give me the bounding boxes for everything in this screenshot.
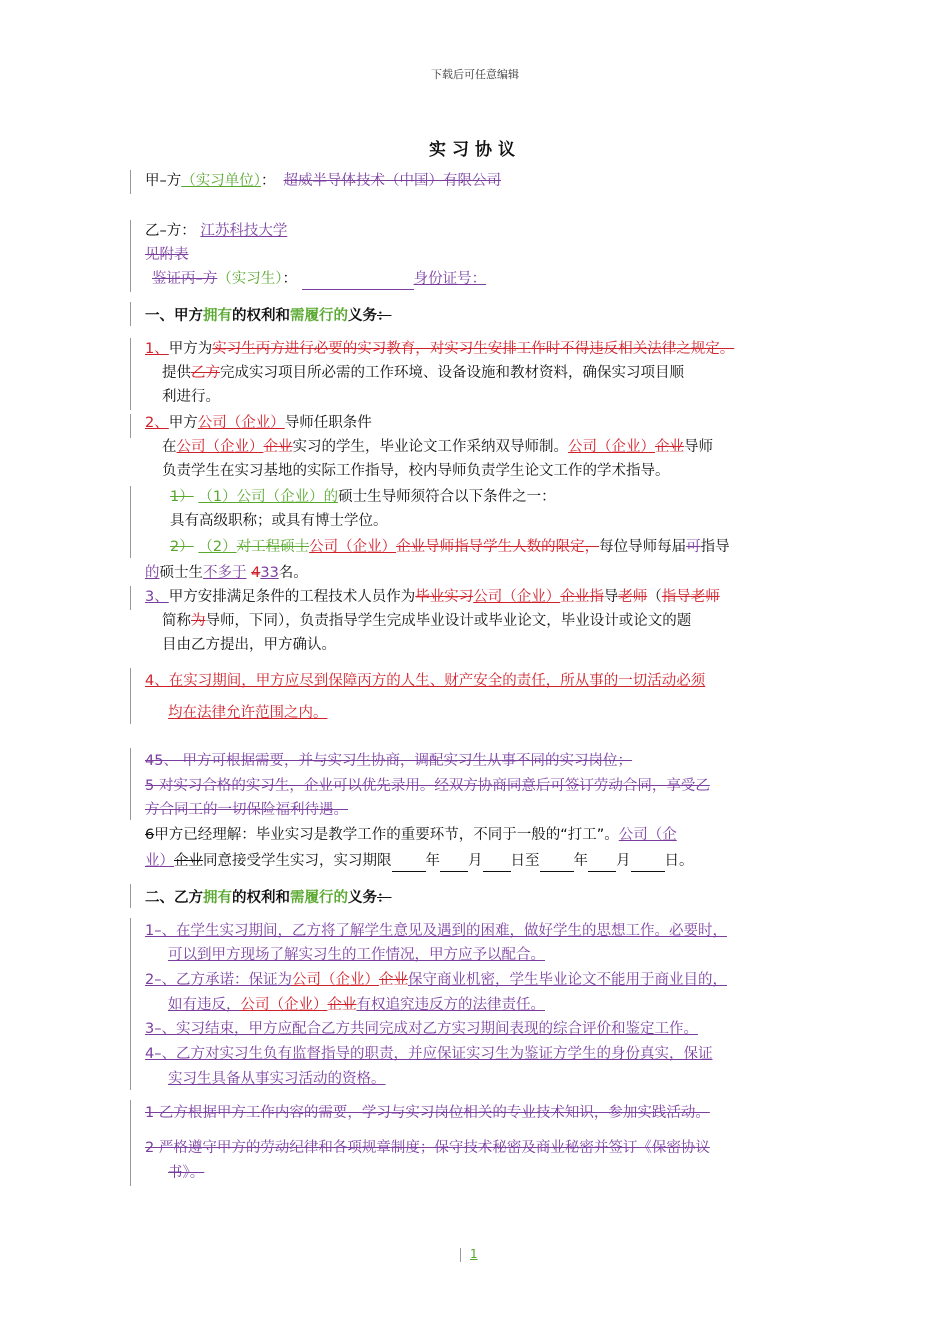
id-number-label: 身份证号： [413, 271, 487, 287]
party-a-unit-label: （实习单位） [181, 173, 261, 189]
s1-item-2-sub1: 1） （1）公司（企业）的硕士生导师须符合以下条件之一： [170, 489, 556, 505]
change-bar [130, 338, 131, 410]
s2-item-4-line2: 实习生具备从事实习活动的资格。 [168, 1071, 386, 1087]
change-bar [130, 1100, 131, 1186]
change-bar [130, 170, 131, 194]
s1-item-3: 3、甲方安排满足条件的工程技术人员作为毕业实习公司（企业）企业指导老师（指导老师 [145, 589, 720, 605]
s1-item-1: 1、甲方为实习生丙方进行必要的实习教育，对实习生安排工作时不得违反相关法律之规定。 [145, 341, 735, 357]
page-number: 1 [470, 1247, 478, 1261]
s1-item-2: 2、甲方公司（企业）导师任职条件 [145, 415, 372, 431]
document-title: 实习协议 [429, 140, 521, 160]
section-2-heading: 二、乙方拥有的权利和需履行的义务： [145, 890, 392, 906]
change-bar [130, 414, 131, 438]
s2-item-1-line2: 可以到甲方现场了解实习生的工作情况，甲方应予以配合。 [168, 947, 545, 963]
s2-item-3: 3–、实习结束，甲方应配合乙方共同完成对乙方实习期间表现的综合评价和鉴定工作。 [145, 1021, 698, 1037]
s1-item-2-line3: 负责学生在实习基地的实际工作指导，校内导师负责学生论文工作的学术指导。 [162, 463, 670, 479]
name-blank [302, 275, 414, 290]
s1-item-4-line2: 均在法律允许范围之内。 [168, 705, 328, 721]
s2-item-2: 2–、乙方承诺：保证为公司（企业）企业保守商业机密，学生毕业论文不能用于商业目的， [145, 972, 727, 988]
party-b-school: 江苏科技大学 [200, 223, 288, 239]
s2-deleted-2: 2 严格遵守甲方的劳动纪律和各项规章制度；保守技术秘密及商业秘密并签订《保密协议 [145, 1140, 710, 1156]
s2-item-1: 1–、在学生实习期间，乙方将了解学生意见及遇到的困难，做好学生的思想工作。必要时， [145, 923, 727, 939]
change-bar [130, 748, 131, 820]
change-bar [130, 586, 131, 610]
s2-item-2-line2: 如有违反，公司（企业）企业有权追究违反方的法律责任。 [168, 997, 545, 1013]
party-a-company: 超威半导体技术（中国）有限公司 [283, 173, 501, 189]
s1-item-4: 4、在实习期间，甲方应尽到保障丙方的人生、财产安全的责任，所从事的一切活动必须 [145, 673, 706, 689]
section-1-heading: 一、甲方拥有的权利和需履行的义务： [145, 308, 392, 324]
s1-item-5-deleted: 45、 甲方可根据需要，并与实习生协商，调配实习生从事不同的实习岗位； [145, 753, 633, 769]
s1-item-2-line2: 在公司（企业）企业实习的学生，毕业论文工作采纳双导师制。公司（企业）企业导师 [162, 439, 713, 455]
s1-item-3-line2: 简称为导师，下同），负责指导学生完成毕业设计或毕业论文，毕业设计或论文的题 [162, 613, 692, 629]
party-a-line: 甲–方（实习单位）： 超威半导体技术（中国）有限公司 [145, 173, 501, 189]
s1-item-2-sub1-line2: 具有高级职称；或具有博士学位。 [170, 513, 388, 529]
change-bar [130, 918, 131, 1090]
s1-item-6-line2: 业）企业同意接受学生实习，实习期限 年 月 日至 年 月 日。 [145, 850, 694, 872]
see-table-note: 见附表 [145, 247, 189, 263]
s1-item-2-sub2-line2: 的硕士生不多于 433名。 [145, 565, 308, 581]
party-b-line: 乙–方： 江苏科技大学 [145, 223, 288, 239]
s1-item-1-line3: 利进行。 [162, 389, 220, 405]
s1-item-5b-deleted-line2: 方合同工的一切保险福利待遇。 [145, 802, 348, 818]
s1-item-5b-deleted: 5 对实习合格的实习生，企业可以优先录用。经双方协商同意后可签订劳动合同，享受乙 [145, 778, 710, 794]
party-c-line: 鉴证丙–方（实习生）： 身份证号： [152, 268, 486, 290]
s2-item-4: 4–、乙方对实习生负有监督指导的职责，并应保证实习生为鉴证方学生的身份真实，保证 [145, 1046, 713, 1062]
page-number-bar [460, 1248, 461, 1262]
s1-item-1-line2: 提供乙方完成实习项目所必需的工作环境、设备设施和教材资料，确保实习项目顺 [162, 365, 684, 381]
s1-item-2-sub2: 2） （2）对工程硕士公司（企业）企业导师指导学生人数的限定，每位导师每届可指导 [170, 539, 730, 555]
page-header: 下载后可任意编辑 [431, 68, 519, 81]
change-bar [130, 486, 131, 558]
change-bar [130, 884, 131, 908]
s2-deleted-2-line2: 书》。 [168, 1165, 205, 1181]
change-bar [130, 220, 131, 292]
s1-item-6: 6甲方已经理解：毕业实习是教学工作的重要环节，不同于一般的“打工”。公司（企 [145, 827, 677, 843]
change-bar [130, 668, 131, 724]
change-bar [130, 302, 131, 326]
s1-item-3-line3: 目由乙方提出，甲方确认。 [162, 637, 336, 653]
s2-deleted-1: 1 乙方根据甲方工作内容的需要，学习与实习岗位相关的专业技术知识，参加实践活动。 [145, 1105, 710, 1121]
